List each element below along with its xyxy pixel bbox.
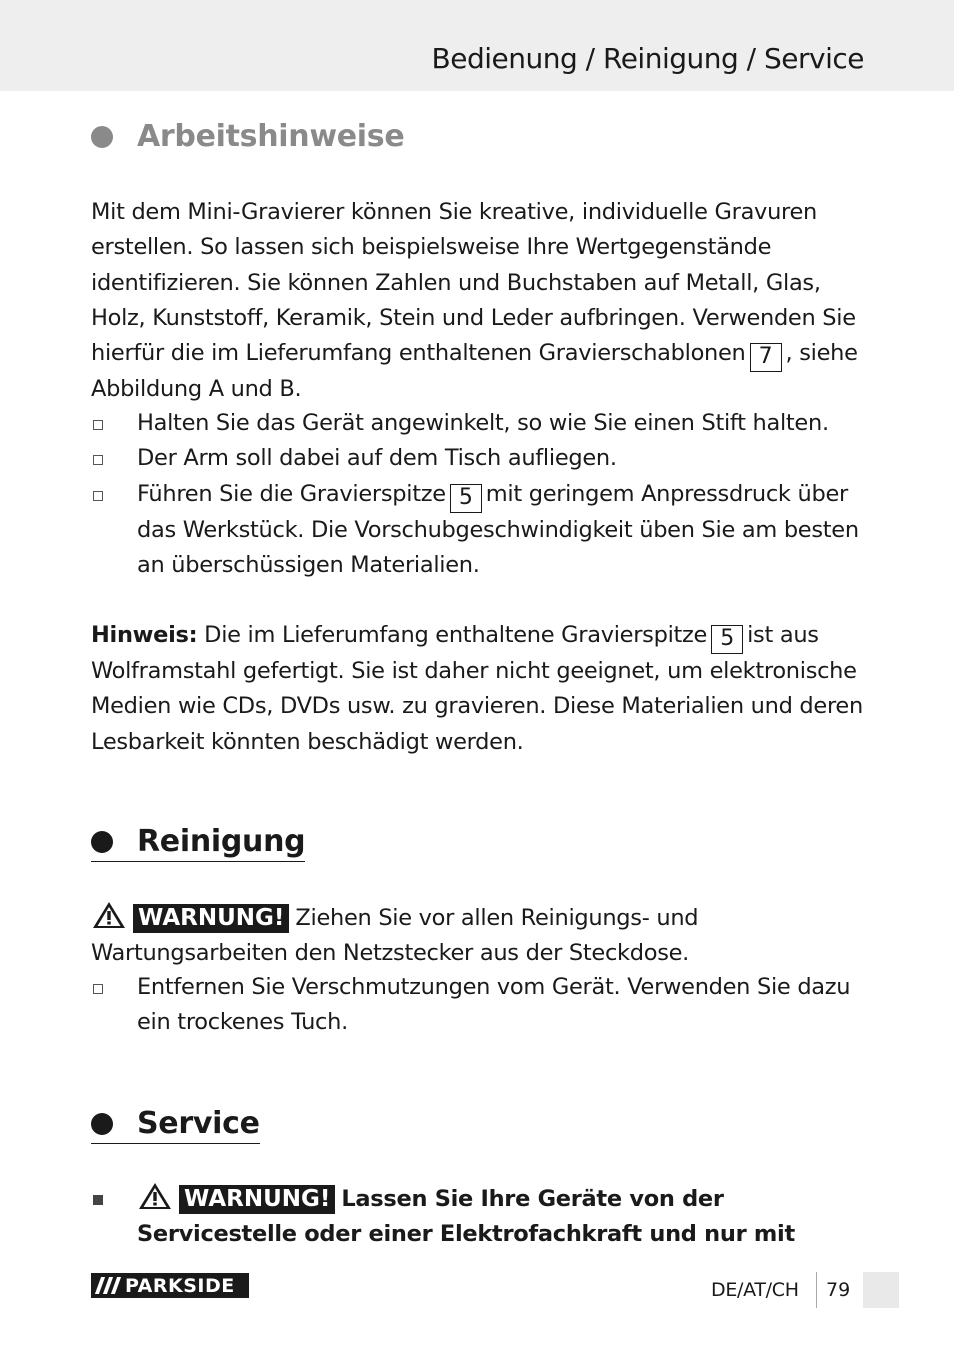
list-item-text: Entfernen Sie Verschmutzungen vom Gerät. Verwenden Sie dazu ein trockenes Tuch. [137,974,851,1036]
warning-paragraph [91,900,866,972]
part-reference-5: 5 [711,625,743,654]
list-item [91,406,866,441]
heading-arbeitshinweise: Arbeitshinweise [137,119,405,154]
checkbox-square-icon [93,420,103,430]
part-reference-5: 5 [450,484,482,513]
list-item-text-end: mit geringem Anpressdruck über das Werkstück. Die Vorschubgeschwindigkeit üben Sie am besten an überschüssigen Materialien. [137,481,859,579]
list-item [91,477,866,584]
warning-text: Ziehen Sie vor allen Reinigungs- und Wartungsarbeiten den Netzstecker aus der Steckdose. [91,905,699,967]
intro-text: Mit dem Mini-Gravierer können Sie kreative, individuelle Gravuren erstellen. So lassen sich beispielsweise Ihre Wertgegenstände identifizieren. Sie können Zahlen und Buchstaben auf Metall, Glas, Holz, Kunststoff, Keramik, Stein und Leder aufbringen. Verwenden Sie hierfür die im Lieferumfang enthaltenen Gravierschablonen [91,199,856,367]
note-label: Hinweis: [91,622,198,648]
filled-square-icon [93,1195,103,1205]
list-item [91,441,866,476]
checkbox-square-icon [93,984,103,994]
warning-triangle-icon [137,1181,173,1211]
language-code: DE/AT/CH [711,1279,799,1301]
intro-paragraph [91,195,866,407]
heading-reinigung: Reinigung [137,824,306,859]
bullet-dot-icon [91,126,113,148]
list-item [91,1181,866,1253]
warning-text: Lassen Sie Ihre Geräte von der Servicestelle oder einer Elektrofachkraft und nur mit [137,1186,795,1248]
footer-tab-box [863,1272,899,1308]
logo-stripes-icon [91,1273,125,1298]
warning-triangle-icon [91,900,127,930]
list-item-text-start: Führen Sie die Gravierspitze [137,481,446,507]
parkside-logo [91,1273,249,1298]
warning-label: WARNUNG! [133,904,289,933]
page-title: Bedienung / Reinigung / Service [431,42,864,75]
list-item-text: Der Arm soll dabei auf dem Tisch aufliegen. [137,445,617,471]
list-item-text [137,477,866,584]
checkbox-square-icon [93,491,103,501]
bullet-dot-icon [91,831,113,853]
note-text-end: ist aus Wolframstahl gefertigt. Sie ist daher nicht geeignet, um elektronische Medien wie CDs, DVDs usw. zu gravieren. Diese Materialien und deren Lesbarkeit könnten beschädigt werden. [91,622,863,755]
intro-text-end: , siehe Abbildung A und B. [91,340,858,403]
section-heading-reinigung [91,824,305,862]
list-item-text: Halten Sie das Gerät angewinkelt, so wie Sie einen Stift halten. [137,410,829,436]
section-heading-arbeitshinweise [91,119,404,154]
note-text: Die im Lieferumfang enthaltene Gravierspitze [204,622,708,648]
page-number: 79 [826,1279,851,1301]
bullet-dot-icon [91,1113,113,1135]
checkbox-square-icon [93,455,103,465]
footer-divider [816,1272,817,1308]
note-paragraph [91,618,866,760]
list-item-text [137,1181,866,1253]
heading-service: Service [137,1106,260,1141]
list-item [91,970,866,1041]
part-reference-7: 7 [750,343,782,372]
brand-name: PARKSIDE [125,1274,235,1297]
warning-label: WARNUNG! [179,1185,335,1214]
section-heading-service [91,1106,260,1144]
